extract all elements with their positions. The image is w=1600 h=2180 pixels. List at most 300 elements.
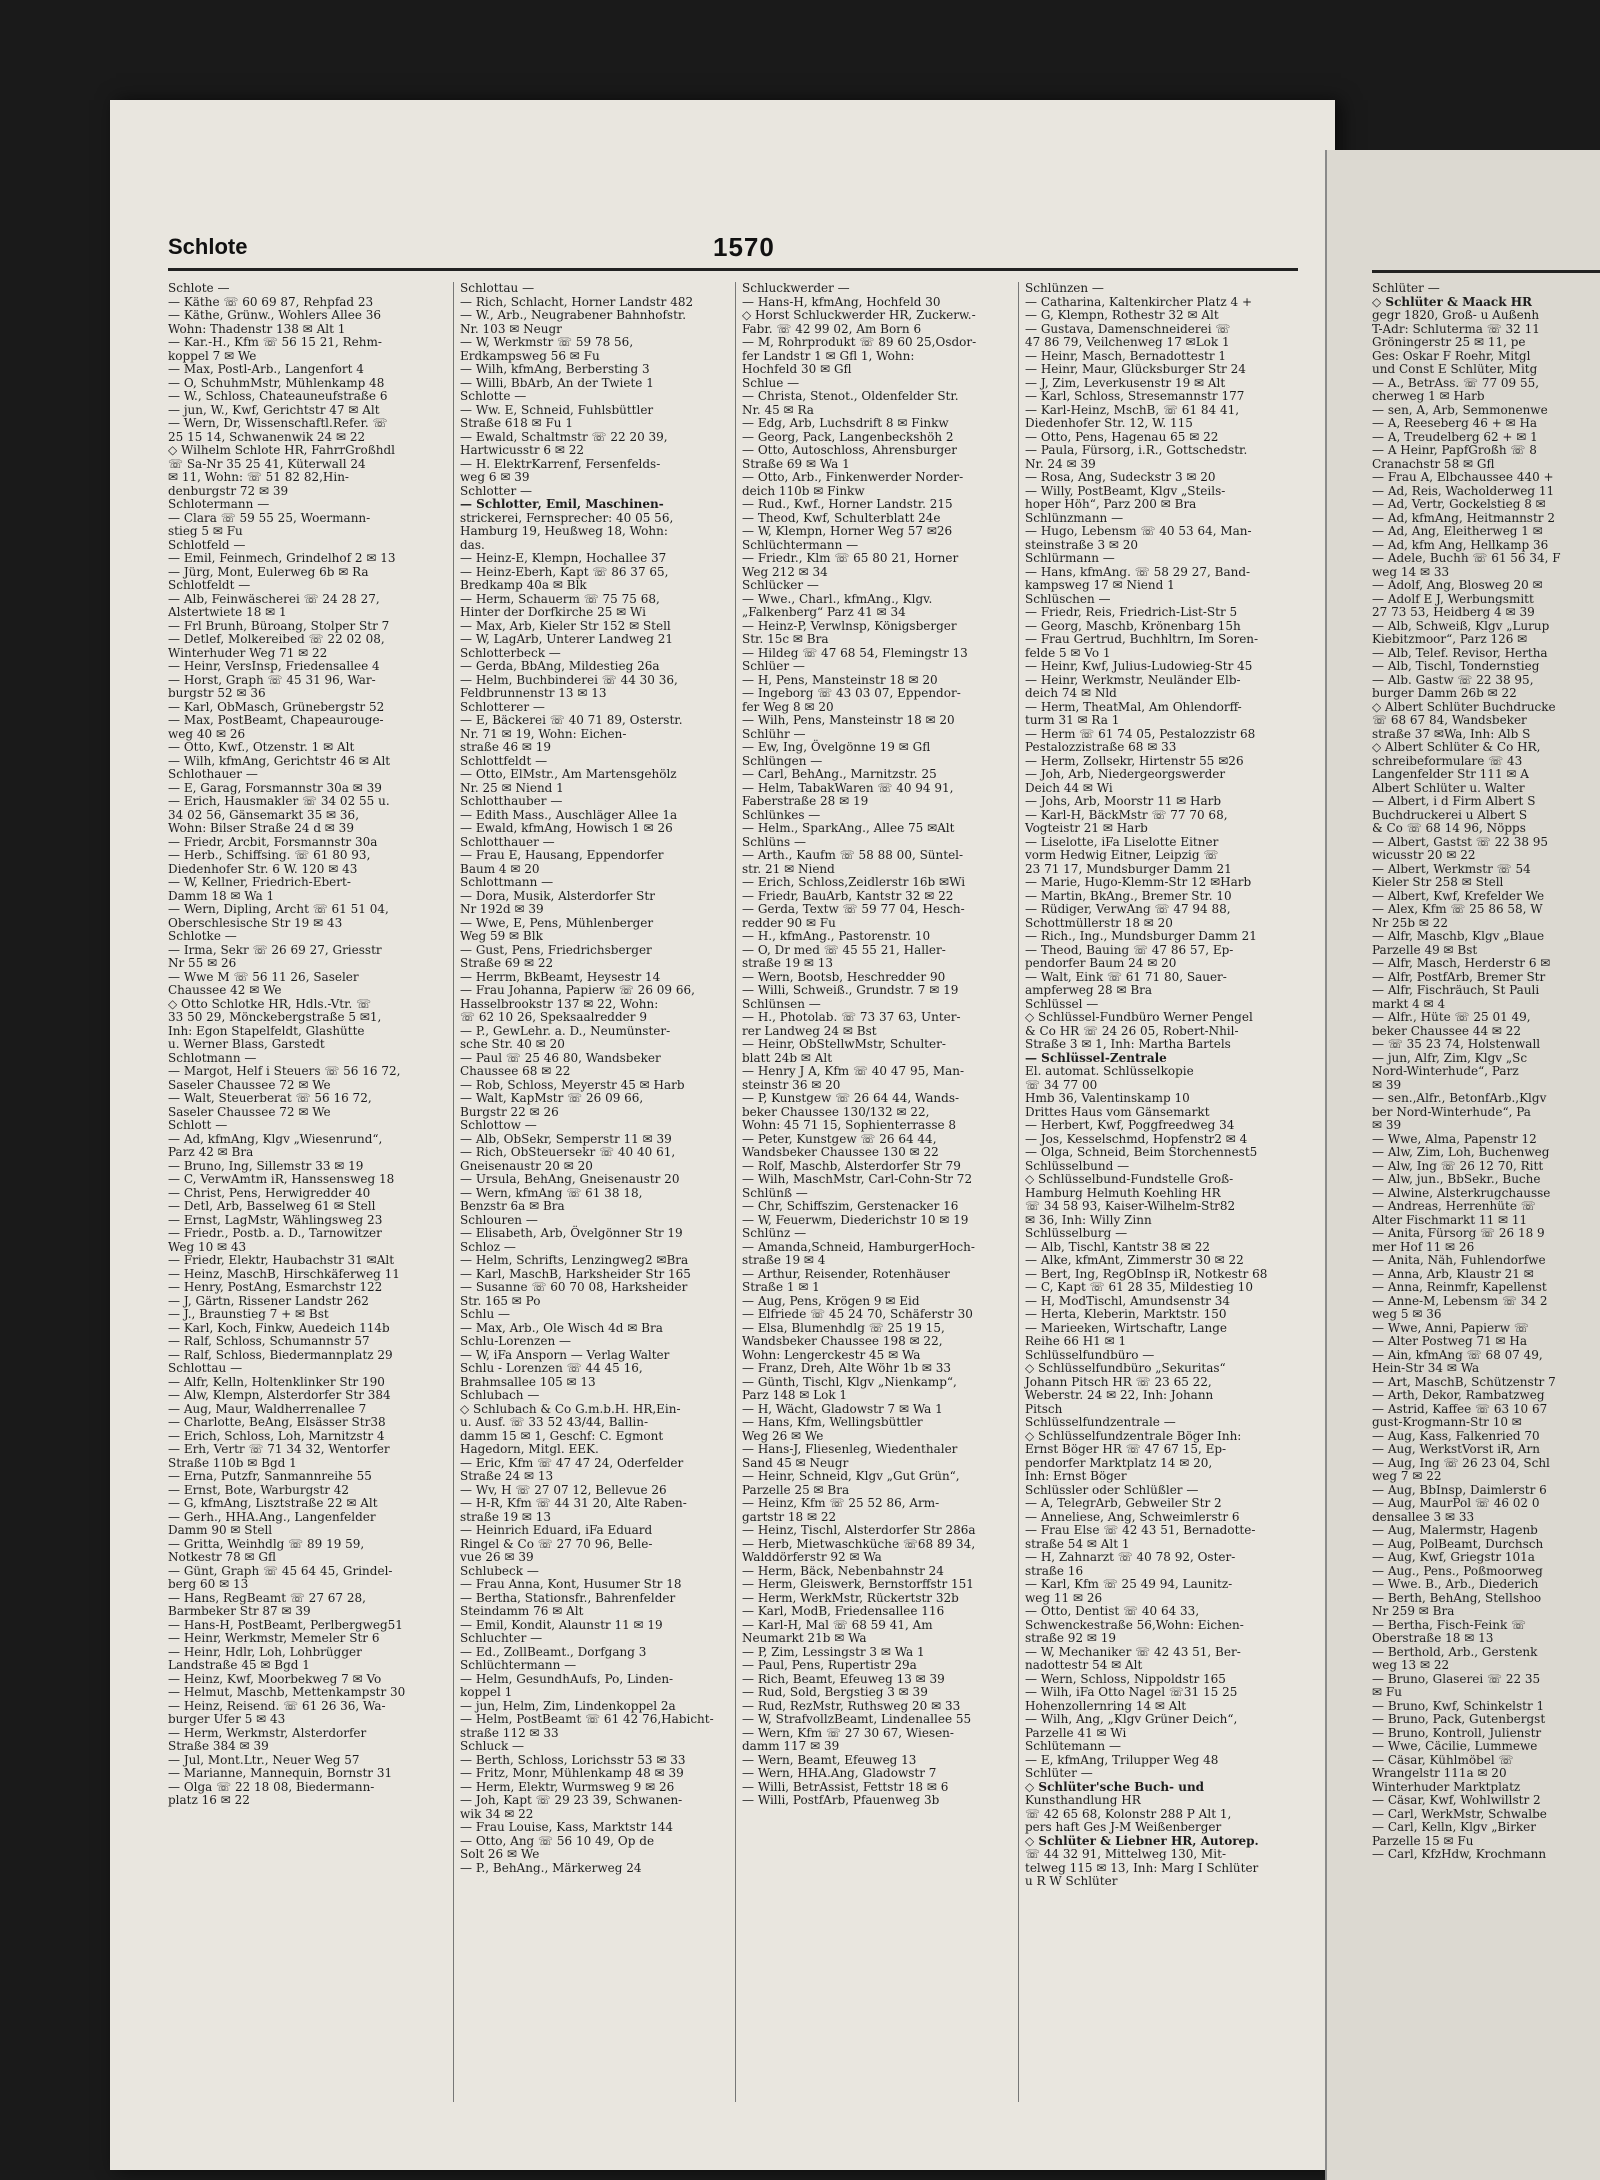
directory-entry: Schlotte — bbox=[460, 389, 527, 403]
directory-entry: ◇ Schlüsselbund-Fundstelle Groß- bbox=[1025, 1172, 1234, 1186]
directory-entry: — Amanda,Schneid, HamburgerHoch- bbox=[742, 1239, 975, 1254]
directory-entry: Straße 110b ✉ Bgd 1 bbox=[168, 1455, 297, 1470]
directory-entry: — Alex, Kfm ☏ 25 86 58, W bbox=[1372, 902, 1543, 916]
directory-entry: Nr. 25 ✉ Niend 1 bbox=[460, 780, 564, 795]
directory-entry: ◇ Schlüsselfundzentrale Böger Inh: bbox=[1025, 1428, 1242, 1443]
directory-entry: ☏ 68 67 84, Wandsbeker bbox=[1372, 713, 1527, 727]
directory-entry: — Bertha, Stationsfr., Bahrenfelder bbox=[460, 1590, 676, 1605]
directory-entry: — Frau Anna, Kont, Husumer Str 18 bbox=[460, 1577, 682, 1591]
directory-entry: — Aug, Kwf, Griegstr 101a bbox=[1372, 1550, 1535, 1564]
directory-entry: — Christa, Stenot., Oldenfelder Str. bbox=[742, 389, 959, 403]
directory-entry: schreibeformulare ☏ 43 bbox=[1372, 753, 1523, 768]
directory-entry: — Gustava, Damenschneiderei ☏ bbox=[1025, 321, 1231, 336]
directory-entry: Straße 3 ✉ 1, Inh: Martha Bartels bbox=[1025, 1037, 1231, 1051]
directory-entry: — Ad, kfmAng, Heitmannstr 2 bbox=[1372, 510, 1555, 525]
directory-entry: — Alb, ObSekr, Semperstr 11 ✉ 39 bbox=[460, 1131, 672, 1146]
directory-entry: 27 73 53, Heidberg 4 ✉ 39 bbox=[1372, 605, 1535, 619]
directory-entry: felde 5 ✉ Vo 1 bbox=[1025, 645, 1111, 660]
directory-entry: straße 19 ✉ 13 bbox=[460, 1509, 552, 1524]
directory-entry: gegr 1820, Groß- u Außenh bbox=[1372, 308, 1540, 322]
directory-entry: — Wwe, Alma, Papenstr 12 bbox=[1372, 1131, 1537, 1146]
directory-entry: — Olga ☏ 22 18 08, Biedermann- bbox=[168, 1779, 375, 1794]
directory-entry: — Franz, Dreh, Alte Wöhr 1b ✉ 33 bbox=[742, 1361, 952, 1375]
directory-entry: blatt 24b ✉ Alt bbox=[742, 1050, 833, 1065]
directory-entry: — Erich, Schloss,Zeidlerstr 16b ✉Wi bbox=[742, 875, 966, 889]
directory-entry: — Ad, Reis, Wacholderweg 11 bbox=[1372, 483, 1555, 498]
page-number: 1570 bbox=[713, 232, 775, 262]
directory-entry: Landstraße 45 ✉ Bgd 1 bbox=[168, 1658, 310, 1672]
directory-entry: — Gritta, Weinhdlg ☏ 89 19 59, bbox=[168, 1536, 365, 1551]
directory-entry: Hamburg Helmuth Koehling HR bbox=[1025, 1185, 1221, 1200]
directory-entry: Schlotke — bbox=[168, 929, 237, 943]
directory-entry: — Alw, Klempn, Alsterdorfer Str 384 bbox=[168, 1388, 391, 1402]
directory-entry: — Schlüssel-Zentrale bbox=[1025, 1050, 1167, 1065]
directory-entry: u R W Schlüter bbox=[1025, 1874, 1118, 1888]
directory-entry: straße 92 ✉ 19 bbox=[1025, 1631, 1117, 1645]
directory-entry: Schlotfeldt — bbox=[168, 578, 251, 592]
directory-entry: Schlüssel — bbox=[1025, 996, 1099, 1011]
directory-entry: — Bruno, Glaserei ☏ 22 35 bbox=[1372, 1671, 1541, 1686]
directory-entry: — Bruno, Kontroll, Julienstr bbox=[1372, 1725, 1542, 1740]
directory-entry: Brahmsallee 105 ✉ 13 bbox=[460, 1374, 596, 1389]
directory-entry: — A, Treudelberg 62 + ✉ 1 bbox=[1372, 429, 1538, 444]
directory-entry: ◇ Otto Schlotke HR, Hdls.-Vtr. ☏ bbox=[168, 996, 372, 1011]
directory-entry: beker Chaussee 130/132 ✉ 22, bbox=[742, 1104, 930, 1119]
directory-entry: Hagedorn, Mitgl. EEK. bbox=[460, 1442, 599, 1456]
directory-entry: Parzelle 41 ✉ Wi bbox=[1025, 1725, 1127, 1740]
directory-entry: — Rud, RezMstr, Ruthsweg 20 ✉ 33 bbox=[742, 1698, 961, 1713]
directory-entry: — Frl Brunh, Büroang, Stolper Str 7 bbox=[168, 618, 390, 633]
directory-entry: Chaussee 42 ✉ We bbox=[168, 983, 282, 997]
directory-entry: — Alfr, PostfArb, Bremer Str bbox=[1372, 969, 1546, 984]
directory-entry: deich 110b ✉ Finkw bbox=[742, 483, 865, 498]
directory-entry: — Herm, Elektr, Wurmsweg 9 ✉ 26 bbox=[460, 1779, 675, 1794]
directory-entry: Schlüchtermann — bbox=[460, 1658, 577, 1672]
directory-entry: — Adolf E J, Werbungsmitt bbox=[1372, 591, 1534, 606]
directory-entry: ampferweg 28 ✉ Bra bbox=[1025, 983, 1153, 997]
directory-entry: Kieler Str 258 ✉ Stell bbox=[1372, 875, 1504, 889]
directory-entry: Saseler Chaussee 72 ✉ We bbox=[168, 1104, 331, 1119]
directory-entry: — jun, Helm, Zim, Lindenkoppel 2a bbox=[460, 1698, 676, 1713]
directory-entry: — Wwe M ☏ 56 11 26, Saseler bbox=[168, 969, 359, 984]
right-page-header-rule bbox=[1372, 260, 1600, 273]
directory-entry: — Chr, Schiffszim, Gerstenacker 16 bbox=[742, 1199, 959, 1213]
directory-entry: — Wilh, Pens, Mansteinstr 18 ✉ 20 bbox=[742, 713, 955, 727]
directory-entry: — Wern, Dipling, Archt ☏ 61 51 04, bbox=[168, 902, 389, 916]
directory-entry: — Heinz, Reisend. ☏ 61 26 36, Wa- bbox=[168, 1698, 386, 1713]
directory-entry: weg 11 ✉ 26 bbox=[1025, 1590, 1103, 1605]
directory-entry: — Aug, Malermstr, Hagenb bbox=[1372, 1523, 1538, 1537]
directory-entry: Schlottow — bbox=[460, 1118, 537, 1132]
directory-entry: Kiebitzmoor“, Parz 126 ✉ bbox=[1372, 632, 1528, 646]
directory-entry: Schlüssler oder Schlüßler — bbox=[1025, 1482, 1199, 1497]
directory-entry: — O, SchuhmMstr, Mühlenkamp 48 bbox=[168, 375, 385, 390]
directory-entry: — Aug, BbInsp, Daimlerstr 6 bbox=[1372, 1482, 1547, 1497]
directory-entry: damm 117 ✉ 39 bbox=[742, 1739, 840, 1753]
directory-entry: Cranachstr 58 ✉ Gfl bbox=[1372, 456, 1495, 471]
directory-entry: — Rob, Schloss, Meyerstr 45 ✉ Harb bbox=[460, 1077, 685, 1092]
directory-entry: — Bertha, Fisch-Feink ☏ bbox=[1372, 1617, 1527, 1632]
directory-entry: — Joh, Kapt ☏ 29 23 39, Schwanen- bbox=[460, 1793, 683, 1807]
directory-entry: — Käthe ☏ 60 69 87, Rehpfad 23 bbox=[168, 294, 374, 309]
directory-entry: — J, Gärtn, Rissener Landstr 262 bbox=[168, 1293, 369, 1308]
directory-entry: Johann Pitsch HR ☏ 23 65 22, bbox=[1025, 1374, 1212, 1389]
column-3 bbox=[735, 282, 1004, 2102]
directory-entry: — Ernst, LagMstr, Wählingsweg 23 bbox=[168, 1212, 383, 1227]
directory-entry: Schlüschen — bbox=[1025, 591, 1111, 606]
directory-entry: — Alter Postweg 71 ✉ Ha bbox=[1372, 1334, 1528, 1348]
directory-entry: — Anita, Näh, Fuhlendorfwe bbox=[1372, 1253, 1546, 1267]
directory-entry: — E, kfmAng, Trilupper Weg 48 bbox=[1025, 1752, 1219, 1767]
directory-entry: — Ralf, Schloss, Schumannstr 57 bbox=[168, 1334, 370, 1348]
directory-entry: — Heinr, Maur, Glücksburger Str 24 bbox=[1025, 362, 1246, 376]
directory-entry: Saseler Chaussee 72 ✉ We bbox=[168, 1077, 331, 1092]
directory-entry: — Herb., Schiffsing. ☏ 61 80 93, bbox=[168, 848, 371, 862]
directory-entry: — Elisabeth, Arb, Övelgönner Str 19 bbox=[460, 1226, 683, 1240]
directory-entry: — Albert, Gastst ☏ 22 38 95 bbox=[1372, 834, 1549, 849]
directory-entry: — Wern, Kfm ☏ 27 30 67, Wiesen- bbox=[742, 1725, 954, 1740]
directory-entry: & Co ☏ 68 14 96, Nöpps bbox=[1372, 821, 1526, 835]
directory-entry: Pestalozzistraße 68 ✉ 33 bbox=[1025, 740, 1177, 754]
directory-entry: turm 31 ✉ Ra 1 bbox=[1025, 713, 1120, 727]
directory-entry: Nr. 45 ✉ Ra bbox=[742, 402, 814, 417]
directory-entry: — Herm, WerkMstr, Rückertstr 32b bbox=[742, 1590, 959, 1605]
directory-entry: — Heinz-Eberh, Kapt ☏ 86 37 65, bbox=[460, 564, 669, 579]
directory-entry: — W., Arb., Neugrabener Bahnhofstr. bbox=[460, 308, 687, 322]
directory-entry: weg 6 ✉ 39 bbox=[460, 470, 530, 484]
directory-entry: ◇ Albert Schlüter & Co HR, bbox=[1372, 740, 1541, 754]
directory-entry: koppel 7 ✉ We bbox=[168, 348, 257, 363]
directory-entry: — Alb, Schweiß, Klgv „Lurup bbox=[1372, 618, 1550, 633]
directory-entry: — Heinz-E, Klempn, Hochallee 37 bbox=[460, 551, 667, 565]
directory-entry: — Willi, BbArb, An der Twiete 1 bbox=[460, 375, 654, 390]
directory-entry: — Alw, Ing ☏ 26 12 70, Ritt bbox=[1372, 1158, 1544, 1173]
directory-entry: — Georg, Maschb, Krönenbarg 15h bbox=[1025, 618, 1241, 633]
directory-entry: Inh: Ernst Böger bbox=[1025, 1469, 1127, 1483]
directory-entry: Hasselbrookstr 137 ✉ 22, Wohn: bbox=[460, 996, 659, 1011]
directory-entry: ✉ Fu bbox=[1372, 1685, 1402, 1699]
directory-entry: — Hans-H, PostBeamt, Perlbergweg51 bbox=[168, 1617, 403, 1632]
directory-entry: ☏ Sa-Nr 35 25 41, Küterwall 24 bbox=[168, 456, 366, 471]
directory-entry: — A Heinr, PapfGroßh ☏ 8 bbox=[1372, 443, 1537, 457]
directory-entry: — Frau Louise, Kass, Marktstr 144 bbox=[460, 1820, 673, 1834]
directory-entry: — Erich, Schloss, Loh, Marnitzstr 4 bbox=[168, 1428, 385, 1443]
directory-entry: — Cäsar, Kwf, Wohlwillstr 2 bbox=[1372, 1793, 1541, 1807]
directory-entry: Oberstraße 18 ✉ 13 bbox=[1372, 1631, 1494, 1645]
directory-entry: Wandsbeker Chaussee 130 ✉ 22 bbox=[742, 1145, 939, 1159]
directory-entry: Faberstraße 28 ✉ 19 bbox=[742, 794, 869, 808]
directory-entry: weg 13 ✉ 22 bbox=[1372, 1658, 1450, 1672]
directory-entry: — Susanne ☏ 60 70 08, Harksheider bbox=[460, 1280, 688, 1294]
directory-entry: — Wern, Bootsb, Heschredder 90 bbox=[742, 969, 946, 984]
directory-entry: Gröningerstr 25 ✉ 11, pe bbox=[1372, 335, 1526, 349]
directory-entry: pendorfer Marktplatz 14 ✉ 20, bbox=[1025, 1455, 1213, 1470]
directory-entry: — Wern, Dr, Wissenschaftl.Refer. ☏ bbox=[168, 416, 388, 430]
directory-entry: — Arth, Dekor, Rambatzweg bbox=[1372, 1388, 1545, 1402]
directory-entry: — Heinz, Kwf, Moorbekweg 7 ✉ Vo bbox=[168, 1671, 382, 1686]
directory-entry: Ernst Böger HR ☏ 47 67 15, Ep- bbox=[1025, 1442, 1227, 1456]
directory-entry: — Wwe, E, Pens, Mühlenberger bbox=[460, 915, 654, 930]
directory-entry: — Herta, Kleberin, Marktstr. 150 bbox=[1025, 1307, 1227, 1321]
directory-entry: — Wwe, Anni, Papierw ☏ bbox=[1372, 1320, 1529, 1335]
directory-entry: — Dora, Musik, Alsterdorfer Str bbox=[460, 888, 655, 903]
directory-entry: Wohn: Lengerckestr 45 ✉ Wa bbox=[742, 1347, 921, 1362]
directory-entry: — Carl, Kelln, Klgv „Birker bbox=[1372, 1820, 1536, 1834]
directory-entry: — Herm, Schauerm ☏ 75 75 68, bbox=[460, 591, 660, 606]
directory-entry: Wohn: Bilser Straße 24 d ✉ 39 bbox=[168, 821, 354, 835]
directory-entry: — Hans-J, Fliesenleg, Wiedenthaler bbox=[742, 1442, 958, 1456]
directory-entry: platz 16 ✉ 22 bbox=[168, 1793, 250, 1807]
directory-entry: — Alb, Tischl, Kantstr 38 ✉ 22 bbox=[1025, 1239, 1210, 1254]
directory-entry: strickerei, Fernsprecher: 40 05 56, bbox=[460, 510, 674, 525]
directory-entry: Schlüngen — bbox=[742, 753, 823, 768]
directory-entry: — Otto, Pens, Hagenau 65 ✉ 22 bbox=[1025, 429, 1219, 444]
directory-entry: — Gerda, BbAng, Mildestieg 26a bbox=[460, 659, 660, 673]
directory-entry: straße 19 ✉ 4 bbox=[742, 1253, 826, 1267]
directory-entry: — Alb. Gastw ☏ 22 38 95, bbox=[1372, 672, 1534, 687]
directory-entry: Schlüer — bbox=[742, 659, 805, 673]
directory-entry: gartstr 18 ✉ 22 bbox=[742, 1509, 837, 1524]
directory-entry: — Heinz, MaschB, Hirschkäferweg 11 bbox=[168, 1266, 400, 1281]
directory-entry: — Wwe, Cäcilie, Lummewe bbox=[1372, 1739, 1538, 1753]
directory-entry: — Marieeken, Wirtschaftr, Lange bbox=[1025, 1320, 1227, 1335]
directory-entry: Schlüns — bbox=[742, 834, 806, 849]
directory-entry: — Rich, Schlacht, Horner Landstr 482 bbox=[460, 294, 694, 309]
directory-entry: — Jürg, Mont, Eulerweg 6b ✉ Ra bbox=[168, 564, 369, 579]
directory-entry: — Gust, Pens, Friedrichsberger bbox=[460, 942, 652, 957]
directory-entry: ☏ 44 32 91, Mittelweg 130, Mit- bbox=[1025, 1847, 1226, 1861]
directory-entry: — Carl, BehAng., Marnitzstr. 25 bbox=[742, 767, 937, 781]
directory-entry: deich 74 ✉ Nld bbox=[1025, 686, 1117, 700]
directory-entry: Schlünsen — bbox=[742, 996, 821, 1011]
directory-entry: — jun, W., Kwf, Gerichtstr 47 ✉ Alt bbox=[168, 402, 380, 417]
directory-entry: — Karl-H, BäckMstr ☏ 77 70 68, bbox=[1025, 807, 1228, 822]
directory-entry: — sen.,Alfr., BetonfArb.,Klgv bbox=[1372, 1091, 1547, 1105]
directory-entry: — Heinr, Hdlr, Loh, Lohbrügger bbox=[168, 1644, 362, 1659]
directory-entry: straße 46 ✉ 19 bbox=[460, 740, 552, 754]
directory-entry: ◇ Schlüssel-Fundbüro Werner Pengel bbox=[1025, 1010, 1253, 1024]
directory-entry: — Erich, Hausmakler ☏ 34 02 55 u. bbox=[168, 794, 390, 808]
directory-entry: — Marianne, Mannequin, Bornstr 31 bbox=[168, 1766, 393, 1780]
directory-entry: — Hans, RegBeamt ☏ 27 67 28, bbox=[168, 1590, 366, 1605]
directory-entry: — Willi, Schweiß., Grundstr. 7 ✉ 19 bbox=[742, 983, 959, 997]
directory-entry: — Alwine, Alsterkrugchausse bbox=[1372, 1185, 1551, 1200]
directory-entry: Sand 45 ✉ Neugr bbox=[742, 1455, 849, 1470]
directory-entry: — H. ElektrKarrenf, Fersenfelds- bbox=[460, 456, 661, 471]
directory-entry: — Alb, Telef. Revisor, Hertha bbox=[1372, 645, 1548, 660]
directory-entry: redder 90 ✉ Fu bbox=[742, 915, 836, 930]
directory-entry: Parzelle 49 ✉ Bst bbox=[1372, 942, 1478, 957]
directory-entry: Parzelle 25 ✉ Bra bbox=[742, 1482, 850, 1497]
directory-entry: — Wilh, MaschMstr, Carl-Cohn-Str 72 bbox=[742, 1172, 973, 1186]
directory-entry: ◇ Schlüter & Maack HR bbox=[1372, 294, 1533, 309]
directory-entry: ◇ Schlüter & Liebner HR, Autorep. bbox=[1025, 1833, 1259, 1848]
directory-entry: pendorfer Baum 24 ✉ 20 bbox=[1025, 956, 1177, 970]
directory-entry: — Karl, Koch, Finkw, Auedeich 114b bbox=[168, 1320, 390, 1335]
directory-entry: — Karl-Heinz, MschB, ☏ 61 84 41, bbox=[1025, 402, 1240, 417]
directory-entry: — Carl, KfzHdw, Krochmann bbox=[1372, 1847, 1547, 1861]
directory-entry: ◇ Schlüter'sche Buch- und bbox=[1025, 1779, 1205, 1794]
column-1 bbox=[168, 282, 436, 2102]
directory-entry: Nr 259 ✉ Bra bbox=[1372, 1604, 1455, 1618]
directory-entry: — Heinr, Masch, Bernadottestr 1 bbox=[1025, 348, 1227, 363]
directory-entry: — Max, Arb, Kieler Str 152 ✉ Stell bbox=[460, 618, 671, 633]
directory-entry: Nr 192d ✉ 39 bbox=[460, 902, 544, 916]
directory-entry: Wrangelstr 111a ✉ 20 bbox=[1372, 1766, 1507, 1780]
directory-entry: — Heinr, Werkmstr, Neuländer Elb- bbox=[1025, 672, 1241, 687]
directory-entry: — C, VerwAmtm iR, Hanssensweg 18 bbox=[168, 1172, 395, 1186]
directory-entry: koppel 1 bbox=[460, 1685, 513, 1699]
directory-entry: — Helm, Schrifts, Lenzingweg2 ✉Bra bbox=[460, 1253, 689, 1267]
directory-entry: Burgstr 22 ✉ 26 bbox=[460, 1104, 559, 1119]
directory-entry: — Herm, Bäck, Nebenbahnstr 24 bbox=[742, 1563, 944, 1578]
directory-entry: densallee 3 ✉ 33 bbox=[1372, 1509, 1475, 1524]
directory-entry: stieg 5 ✉ Fu bbox=[168, 524, 243, 538]
directory-entry: El. automat. Schlüsselkopie bbox=[1025, 1064, 1194, 1078]
directory-entry: ✉ 11, Wohn: ☏ 51 82 82,Hin- bbox=[168, 470, 349, 484]
directory-entry: — Wern, HHA.Ang, Gladowstr 7 bbox=[742, 1766, 937, 1780]
directory-entry: — Paul ☏ 25 46 80, Wandsbeker bbox=[460, 1050, 661, 1065]
directory-entry: — P, Kunstgew ☏ 26 64 44, Wands- bbox=[742, 1091, 960, 1105]
directory-entry: Kunsthandlung HR bbox=[1025, 1793, 1141, 1807]
directory-entry: Nr. 103 ✉ Neugr bbox=[460, 321, 562, 336]
directory-entry: — Edg, Arb, Luchsdrift 8 ✉ Finkw bbox=[742, 416, 949, 430]
directory-entry: — Cäsar, Kühlmöbel ☏ bbox=[1372, 1752, 1514, 1767]
directory-entry: Str. 165 ✉ Po bbox=[460, 1293, 541, 1308]
directory-entry: ◇ Wilhelm Schlote HR, FahrrGroßhdl bbox=[168, 443, 395, 457]
directory-entry: Schlu - Lorenzen ☏ 44 45 16, bbox=[460, 1361, 643, 1375]
directory-entry: — H., kfmAng., Pastorenstr. 10 bbox=[742, 929, 931, 943]
directory-entry: Schlubach — bbox=[460, 1388, 540, 1402]
directory-entry: Steindamm 76 ✉ Alt bbox=[460, 1604, 584, 1618]
directory-entry: — Otto, ElMstr., Am Martensgehölz bbox=[460, 767, 677, 781]
directory-entry: — Ernst, Bote, Warburgstr 42 bbox=[168, 1482, 350, 1497]
directory-entry: — Alw, Zim, Loh, Buchenweg bbox=[1372, 1145, 1550, 1159]
directory-entry: Deich 44 ✉ Wi bbox=[1025, 780, 1113, 795]
directory-entry: — Aug, Pens, Krögen 9 ✉ Eid bbox=[742, 1293, 920, 1308]
directory-entry: — Alb, Tischl, Tondernstieg bbox=[1372, 659, 1540, 673]
directory-entry: str. 21 ✉ Niend bbox=[742, 861, 835, 876]
directory-entry: — O, Dr med ☏ 45 55 21, Haller- bbox=[742, 942, 946, 957]
directory-entry: — Anita, Fürsorg ☏ 26 18 9 bbox=[1372, 1226, 1545, 1240]
directory-entry: Schlottau — bbox=[460, 282, 535, 295]
directory-entry: weg 5 ✉ 36 bbox=[1372, 1307, 1442, 1321]
directory-entry: hoper Höh“, Parz 200 ✉ Bra bbox=[1025, 497, 1197, 511]
directory-entry: Schlu-Lorenzen — bbox=[460, 1334, 572, 1348]
directory-entry: — Adele, Buchh ☏ 61 56 34, F bbox=[1372, 551, 1561, 565]
directory-entry: sche Str. 40 ✉ 20 bbox=[460, 1037, 565, 1051]
directory-entry: — Alfr, Maschb, Klgv „Blaue bbox=[1372, 929, 1545, 943]
directory-entry: straße 37 ✉Wa, Inh: Alb S bbox=[1372, 726, 1531, 741]
directory-entry: Damm 18 ✉ Wa 1 bbox=[168, 888, 275, 903]
directory-entry: — Ain, kfmAng ☏ 68 07 49, bbox=[1372, 1347, 1543, 1362]
directory-entry: — Aug., Pens., Poßmoorweg bbox=[1372, 1563, 1543, 1578]
directory-entry: Solt 26 ✉ We bbox=[460, 1847, 540, 1861]
directory-entry: — Herm, TheatMal, Am Ohlendorff- bbox=[1025, 699, 1242, 714]
directory-entry: — Hildeg ☏ 47 68 54, Flemingstr 13 bbox=[742, 645, 968, 660]
directory-entry: — Andreas, Herrenhüte ☏ bbox=[1372, 1199, 1536, 1213]
directory-entry: Schlue — bbox=[742, 375, 800, 390]
directory-entry: Schlücker — bbox=[742, 578, 819, 592]
directory-entry: 25 15 14, Schwanenwik 24 ✉ 22 bbox=[168, 429, 366, 444]
directory-entry: Schlotthauber — bbox=[460, 794, 563, 808]
directory-entry: — Herbert, Kwf, Poggfreedweg 34 bbox=[1025, 1118, 1235, 1132]
directory-entry: weg 7 ✉ 22 bbox=[1372, 1469, 1442, 1483]
directory-entry: Bredkamp 40a ✉ Blk bbox=[460, 578, 587, 592]
directory-entry: Feldbrunnenstr 13 ✉ 13 bbox=[460, 686, 607, 700]
directory-entry: — Liselotte, iFa Liselotte Eitner bbox=[1025, 834, 1219, 849]
directory-entry: — Wern, kfmAng ☏ 61 38 18, bbox=[460, 1185, 643, 1200]
directory-entry: Straße 69 ✉ Wa 1 bbox=[742, 456, 850, 471]
directory-entry: — Elfriede ☏ 45 24 70, Schäferstr 30 bbox=[742, 1307, 973, 1321]
directory-entry: — W, Werkmstr ☏ 59 78 56, bbox=[460, 335, 634, 349]
directory-entry: Schlüter — bbox=[1372, 282, 1440, 295]
directory-entry: — P, Zim, Lessingstr 3 ✉ Wa 1 bbox=[742, 1644, 925, 1659]
directory-entry: — W, Klempn, Horner Weg 57 ✉26 bbox=[742, 524, 953, 538]
directory-entry: Nr. 24 ✉ 39 bbox=[1025, 456, 1096, 471]
directory-entry: Parzelle 15 ✉ Fu bbox=[1372, 1833, 1474, 1848]
directory-entry: — Catharina, Kaltenkircher Platz 4 + bbox=[1025, 294, 1253, 309]
directory-entry: pers haft Ges J-M Weißenberger bbox=[1025, 1820, 1222, 1834]
directory-entry: Schluck — bbox=[460, 1739, 525, 1753]
column-2 bbox=[453, 282, 722, 2102]
directory-entry: — Alb, Feinwäscherei ☏ 24 28 27, bbox=[168, 591, 380, 606]
directory-entry: Buchdruckerei u Albert S bbox=[1372, 807, 1528, 822]
directory-entry: Nr 55 ✉ 26 bbox=[168, 956, 237, 970]
directory-entry: — Günth, Tischl, Klgv „Nienkamp“, bbox=[742, 1374, 957, 1389]
directory-entry: — Detlef, Molkereibed ☏ 22 02 08, bbox=[168, 632, 385, 646]
directory-entry: — Charlotte, BeAng, Elsässer Str38 bbox=[168, 1415, 386, 1429]
directory-entry: Diedenhofer Str. 12, W. 115 bbox=[1025, 416, 1193, 430]
directory-entry: — Ww. E, Schneid, Fuhlsbüttler bbox=[460, 402, 654, 417]
directory-entry: Hmb 36, Valentinskamp 10 bbox=[1025, 1091, 1190, 1105]
directory-entry: — Aug, Kass, Falkenried 70 bbox=[1372, 1428, 1540, 1443]
directory-entry: — Herm, Zollsekr, Hirtenstr 55 ✉26 bbox=[1025, 753, 1244, 768]
directory-entry: rer Landweg 24 ✉ Bst bbox=[742, 1023, 877, 1038]
directory-entry: — Heinr, Schneid, Klgv „Gut Grün“, bbox=[742, 1469, 960, 1483]
directory-entry: burger Ufer 5 ✉ 43 bbox=[168, 1712, 286, 1726]
directory-entry: — Otto, Autoschloss, Ahrensburger bbox=[742, 443, 957, 457]
directory-entry: und Const E Schlüter, Mitg bbox=[1372, 362, 1538, 376]
directory-entry: Schloz — bbox=[460, 1239, 516, 1254]
directory-columns bbox=[168, 282, 1298, 2102]
directory-entry: — Helm, GesundhAufs, Po, Linden- bbox=[460, 1671, 674, 1686]
directory-entry: — Willy, PostBeamt, Klgv „Steils- bbox=[1025, 483, 1226, 498]
directory-entry: — Alw, jun., BbSekr., Buche bbox=[1372, 1172, 1541, 1186]
directory-entry: — Aug, WerkstVorst iR, Arn bbox=[1372, 1442, 1540, 1456]
directory-entry: — Clara ☏ 59 55 25, Woermann- bbox=[168, 510, 371, 525]
directory-entry: — Gerh., HHA.Ang., Langenfelder bbox=[168, 1509, 376, 1524]
directory-entry: — Jos, Kesselschmd, Hopfenstr2 ✉ 4 bbox=[1025, 1131, 1248, 1146]
directory-entry: Weg 59 ✉ Blk bbox=[460, 929, 543, 943]
directory-entry: — Paul, Pens, Rupertistr 29a bbox=[742, 1658, 917, 1672]
directory-entry: — Ad, kfmAng, Klgv „Wiesenrund“, bbox=[168, 1131, 383, 1146]
directory-entry: Oberschlesische Str 19 ✉ 43 bbox=[168, 915, 343, 930]
directory-entry: — G, Klempn, Rothestr 32 ✉ Alt bbox=[1025, 308, 1219, 322]
directory-entry: Ringel & Co ☏ 27 70 96, Belle- bbox=[460, 1536, 653, 1551]
directory-entry: — Karl, ModB, Friedensallee 116 bbox=[742, 1604, 945, 1618]
directory-entry: Ges: Oskar F Roehr, Mitgl bbox=[1372, 348, 1531, 363]
directory-entry: — Otto, Arb., Finkenwerder Norder- bbox=[742, 470, 964, 484]
directory-entry: — Herb, Mietwaschküche ☏68 89 34, bbox=[742, 1536, 976, 1551]
directory-entry: gust-Krogmann-Str 10 ✉ bbox=[1372, 1415, 1522, 1429]
directory-entry: burger Damm 26b ✉ 22 bbox=[1372, 686, 1517, 700]
directory-entry: — W., Schloss, Chateauneufstraße 6 bbox=[168, 389, 388, 403]
directory-entry: — Olga, Schneid, Beim Storchennest5 bbox=[1025, 1145, 1258, 1159]
directory-entry: — Alfr., Hüte ☏ 25 01 49, bbox=[1372, 1010, 1531, 1024]
directory-entry: — Emil, Feinmech, Grindelhof 2 ✉ 13 bbox=[168, 551, 396, 565]
directory-entry: — Schlotter, Emil, Maschinen- bbox=[460, 497, 664, 511]
